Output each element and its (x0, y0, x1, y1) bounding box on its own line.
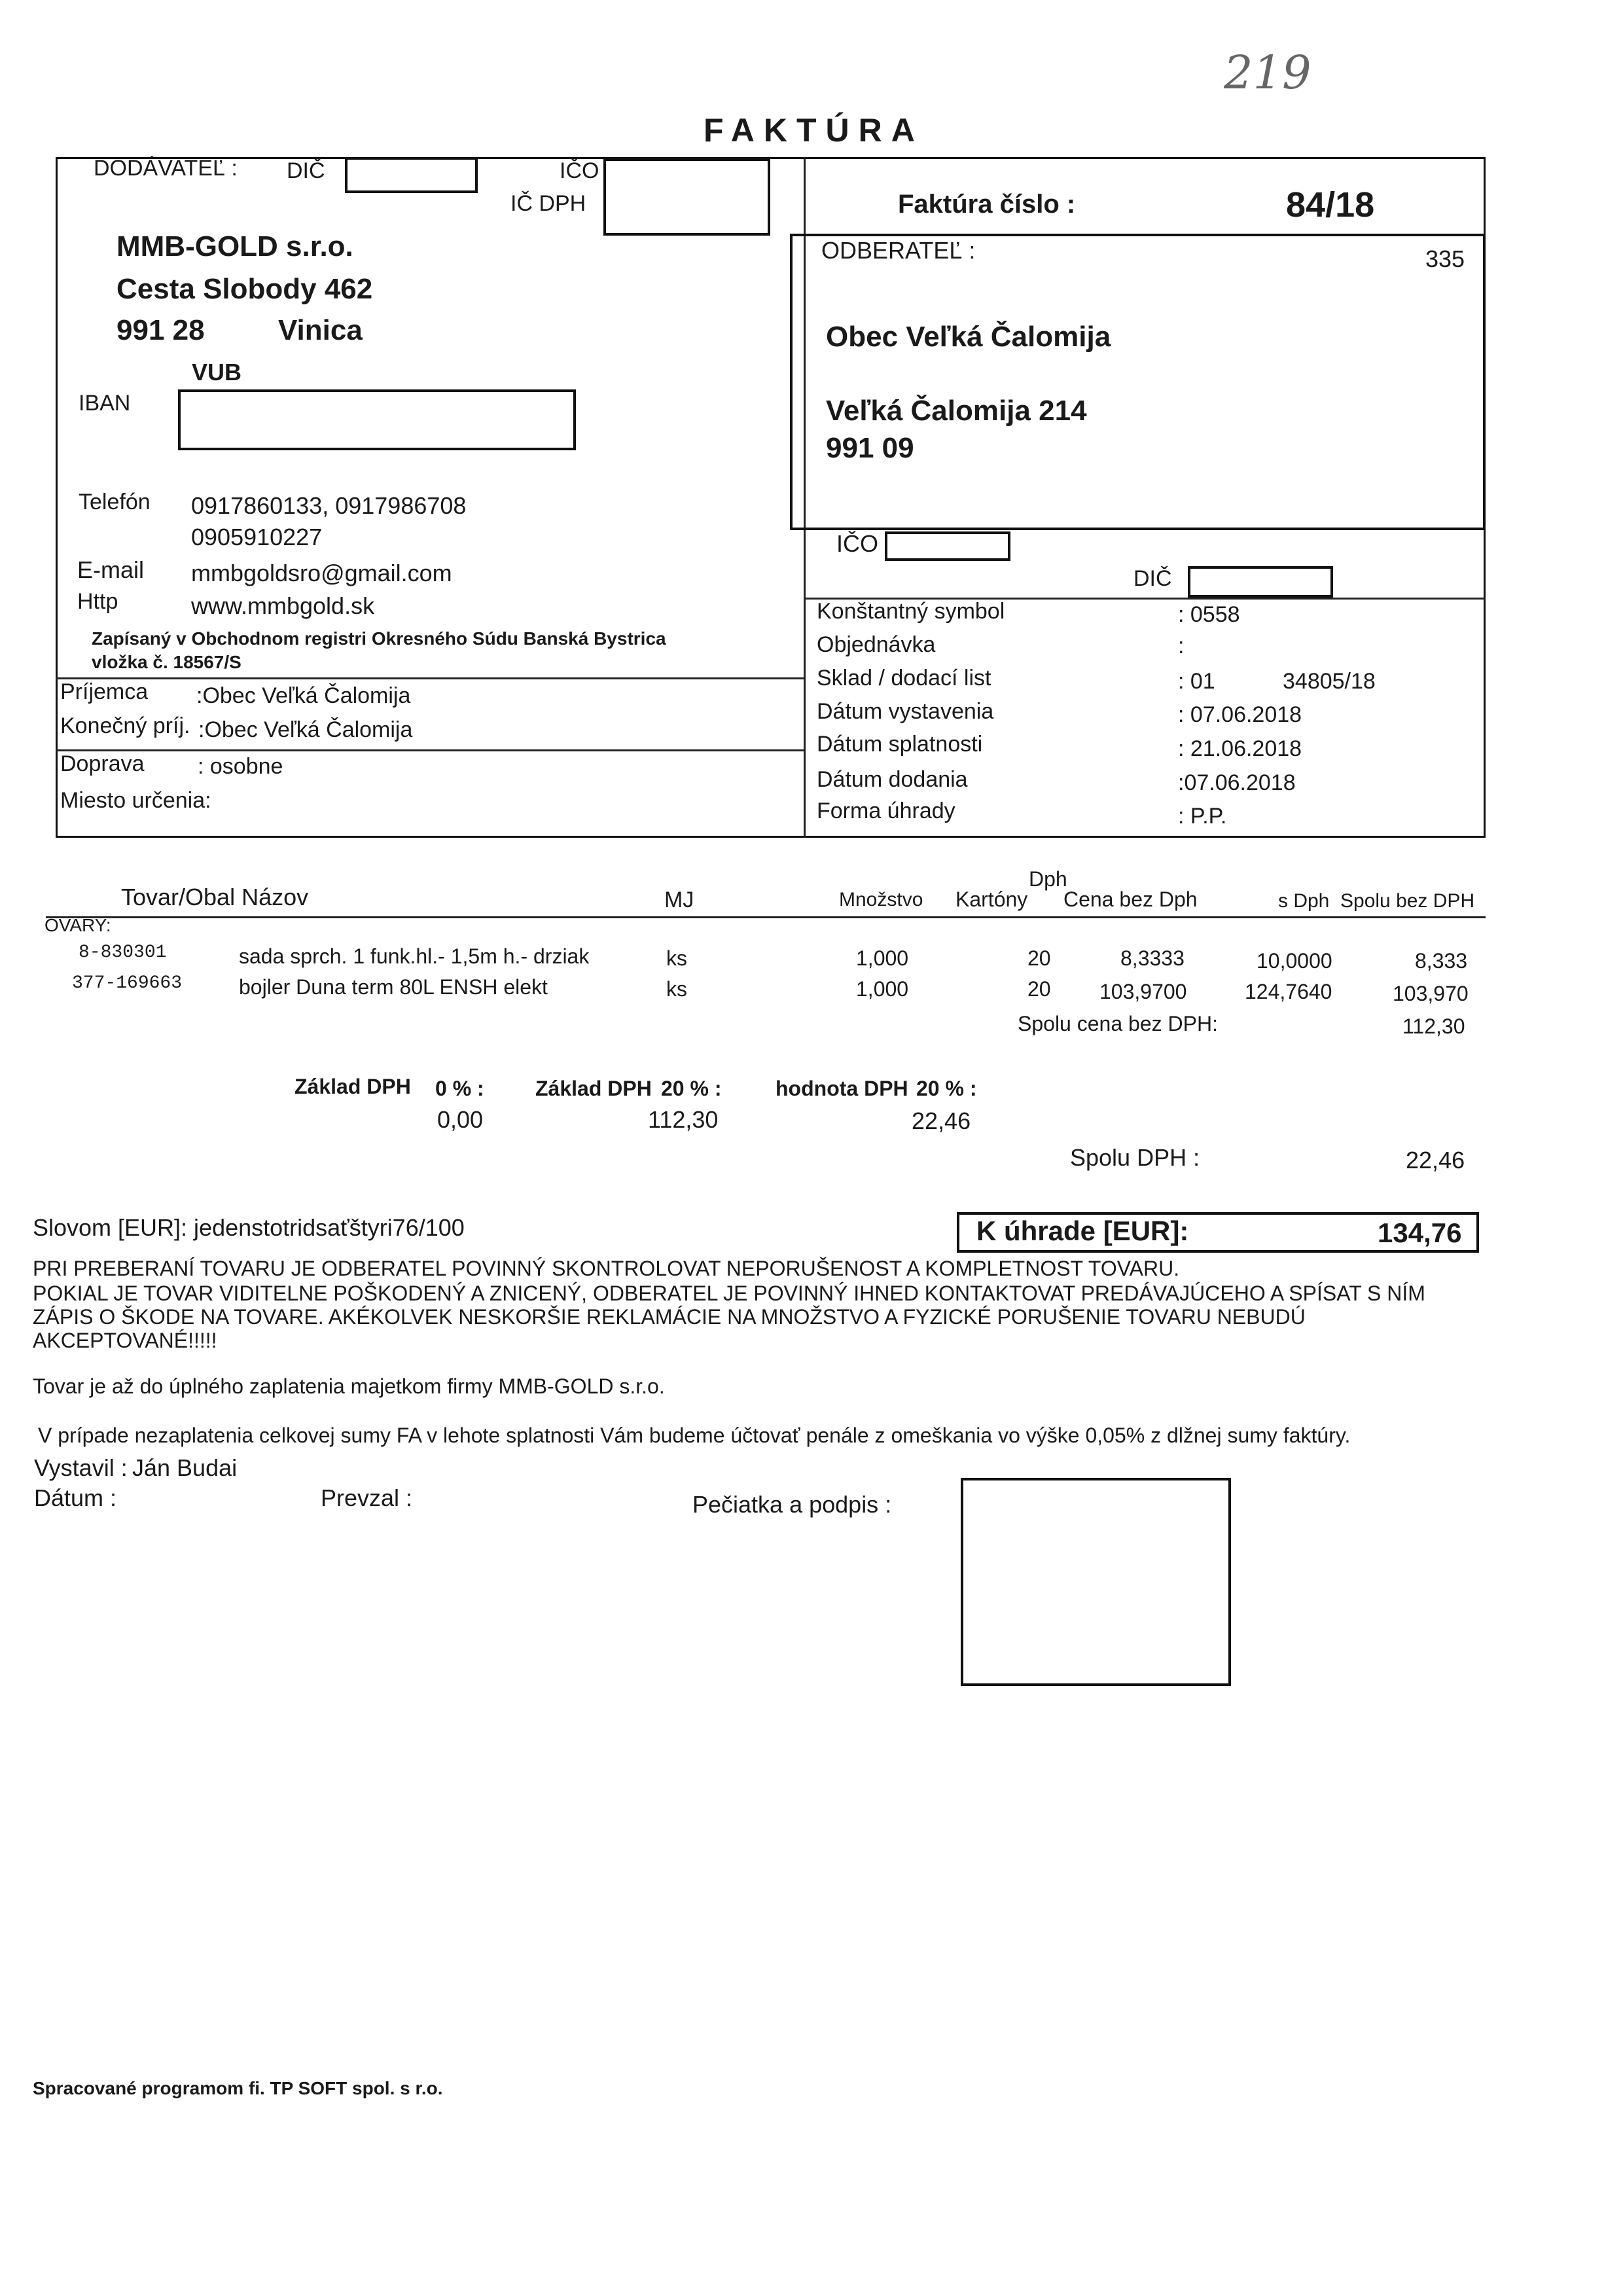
ownership-note: Tovar je až do úplného zaplatenia majetkom firmy MMB-GOLD s.r.o. (33, 1374, 665, 1398)
detail-value: : P.P. (1178, 804, 1227, 829)
detail-label: Objednávka (817, 632, 936, 657)
item-dph: 20 (1027, 946, 1051, 970)
redacted-customer-ico (885, 531, 1010, 561)
item-code: 377-169663 (72, 973, 183, 994)
doprava-label: Doprava (60, 751, 145, 776)
invoice-number-label: Faktúra číslo : (898, 190, 1076, 219)
recipient-top-line (56, 677, 804, 679)
received-label: Prevzal : (321, 1484, 413, 1511)
stamp-label: Pečiatka a podpis : (692, 1491, 892, 1518)
konecny-value: :Obec Veľká Čalomija (198, 717, 413, 742)
detail-label: Dátum vystavenia (817, 699, 994, 724)
invoice-number: 84/18 (1286, 185, 1375, 224)
vat-base0-label: Základ DPH (294, 1075, 411, 1098)
item-price-vat: 10,0000 (1257, 949, 1332, 973)
detail-label: Dátum dodania (817, 767, 968, 792)
prijemca-value: :Obec Veľká Čalomija (196, 683, 411, 708)
redacted-customer-dic (1188, 566, 1333, 598)
item-price: 103,9700 (1099, 980, 1187, 1003)
detail-value: : 01 (1178, 669, 1215, 694)
vat-total-label: Spolu DPH : (1070, 1144, 1200, 1171)
register-text: Zapísaný v Obchodnom registri Okresného Súdu Banská Bystrica (92, 628, 666, 649)
stamp-box (961, 1478, 1231, 1686)
handwritten-number: 219 (1224, 46, 1311, 99)
supplier-city: Vinica (278, 314, 363, 346)
detail-value: : 21.06.2018 (1178, 736, 1302, 761)
vat-value20-label: hodnota DPH (776, 1077, 908, 1100)
supplier-icdph-label: IČ DPH (510, 191, 586, 216)
item-mj: ks (666, 977, 687, 1001)
vat-base20-label: Základ DPH (535, 1077, 652, 1100)
sum-label: Spolu cena bez DPH: (1018, 1012, 1218, 1035)
phone-numbers: 0917860133, 0917986708 (191, 492, 467, 519)
supplier-ico-label: IČO (560, 158, 599, 183)
customer-code: 335 (1425, 245, 1465, 272)
vat-base0-rate: 0 % : (435, 1077, 484, 1100)
detail-value: :07.06.2018 (1178, 770, 1296, 795)
group-label: OVARY: (45, 915, 111, 935)
item-price-vat: 124,7640 (1245, 980, 1332, 1003)
notice-line: POKIAL JE TOVAR VIDITELNE POŠKODENÝ A ZNICENÝ, ODBERATEL JE POVINNÝ IHNED KONTAKTOVAT PREDÁVAJÚCEHO A SPÍSAT S NÍM (33, 1282, 1425, 1305)
col-total: Spolu bez DPH (1340, 890, 1475, 912)
detail-value: : 0558 (1178, 602, 1240, 627)
issued-by-label: Vystavil : (34, 1454, 128, 1481)
web-value: www.mmbgold.sk (191, 592, 375, 619)
register-insert: vložka č. 18567/S (92, 652, 241, 672)
customer-name: Obec Veľká Čalomija (826, 321, 1111, 353)
redacted-dic (345, 157, 478, 193)
item-dph: 20 (1027, 977, 1051, 1001)
vat-total-value: 22,46 (1406, 1147, 1465, 1174)
customer-street: Veľká Čalomija 214 (826, 395, 1087, 427)
prijemca-label: Príjemca (60, 679, 149, 704)
customer-zip: 991 09 (826, 432, 914, 464)
vat-base0-value: 0,00 (437, 1106, 484, 1133)
supplier-street: Cesta Slobody 462 (116, 273, 373, 305)
phone-label: Telefón (79, 490, 151, 514)
vat-value20-rate: 20 % : (916, 1077, 977, 1100)
software-footer: Spracované programom fi. TP SOFT spol. s r.o. (33, 2078, 443, 2098)
customer-box (790, 234, 1486, 530)
supplier-bank: VUB (192, 359, 242, 386)
http-label: Http (77, 589, 118, 614)
notice-line: PRI PREBERANÍ TOVARU JE ODBERATEL POVINNÝ SKONTROLOVAT NEPORUŠENOST A KOMPLETNOST TOVARU. (33, 1257, 1180, 1280)
col-dph-top: Dph (1029, 867, 1067, 891)
to-pay-value: 134,76 (1378, 1217, 1462, 1248)
item-price: 8,3333 (1120, 946, 1185, 970)
issued-by-name: Ján Budai (132, 1454, 238, 1481)
customer-ico-label: IČO (836, 530, 879, 557)
item-name: sada sprch. 1 funk.hl.- 1,5m h.- drziak (239, 944, 590, 968)
vat-value20-value: 22,46 (912, 1107, 971, 1134)
item-mj: ks (666, 946, 687, 970)
col-name: Tovar/Obal Názov (121, 884, 309, 910)
recipient-mid-line (56, 749, 804, 751)
notice-line: ZÁPIS O ŠKODE NA TOVARE. AKÉKOLVEK NESKORŠIE REKLAMÁCIE NA MNOŽSTVO A FYZICKÉ PORUŠENIE TOVARU NEBUDÚ (33, 1305, 1306, 1329)
document-title: FAKTÚRA (704, 112, 924, 149)
vat-base20-value: 112,30 (648, 1106, 719, 1133)
customer-label: ODBERATEĽ : (821, 237, 976, 264)
col-cartons: Kartóny (955, 888, 1028, 911)
customer-dic-label: DIČ (1133, 566, 1172, 591)
vat-base20-rate: 20 % : (661, 1077, 722, 1100)
item-name: bojler Duna term 80L ENSH elekt (239, 975, 548, 999)
iban-label: IBAN (79, 391, 131, 416)
email-label: E-mail (77, 556, 145, 583)
item-total: 103,970 (1393, 982, 1469, 1005)
detail-value: : 07.06.2018 (1178, 702, 1302, 727)
supplier-name: MMB-GOLD s.r.o. (116, 230, 353, 262)
delivery-note-number: 34805/18 (1283, 669, 1376, 694)
to-pay-label: K úhrade [EUR]: (976, 1215, 1189, 1246)
item-code: 8-830301 (79, 942, 167, 963)
notice-line: AKCEPTOVANÉ!!!!! (33, 1329, 217, 1352)
amount-in-words: Slovom [EUR]: jedenstotridsaťštyri76/100 (33, 1214, 465, 1241)
sum-value: 112,30 (1402, 1014, 1465, 1038)
doprava-value: : osobne (198, 754, 283, 779)
detail-label: Forma úhrady (817, 798, 955, 823)
supplier-label: DODÁVATEĽ : (94, 156, 238, 181)
email-value: mmbgoldsro@gmail.com (191, 560, 452, 586)
col-qty: Množstvo (839, 889, 923, 910)
detail-value: : (1178, 634, 1185, 658)
supplier-dic-label: DIČ (287, 158, 325, 183)
redacted-iban (178, 389, 576, 450)
penalty-note: V prípade nezaplatenia celkovej sumy FA v lehote splatnosti Vám budeme účtovať penále z omeškania vo výške 0,05% z dlžnej sumy faktúry. (38, 1424, 1351, 1447)
item-qty: 1,000 (856, 946, 909, 970)
col-mj: MJ (664, 888, 694, 912)
detail-label: Dátum splatnosti (817, 732, 983, 757)
miesto-label: Miesto určenia: (60, 788, 211, 813)
detail-label: Konštantný symbol (817, 599, 1005, 624)
redacted-ico-icdph (603, 158, 770, 236)
item-total: 8,333 (1415, 949, 1468, 973)
detail-label: Sklad / dodací list (817, 666, 991, 691)
phone-number-2: 0905910227 (191, 524, 323, 550)
col-price: Cena bez Dph (1063, 888, 1198, 911)
konecny-label: Konečný príj. (60, 713, 190, 738)
supplier-zip: 991 28 (116, 314, 205, 346)
item-qty: 1,000 (856, 977, 909, 1001)
table-header-line (46, 916, 1486, 918)
date-label: Dátum : (34, 1484, 117, 1511)
col-price-vat: s Dph (1278, 890, 1330, 912)
